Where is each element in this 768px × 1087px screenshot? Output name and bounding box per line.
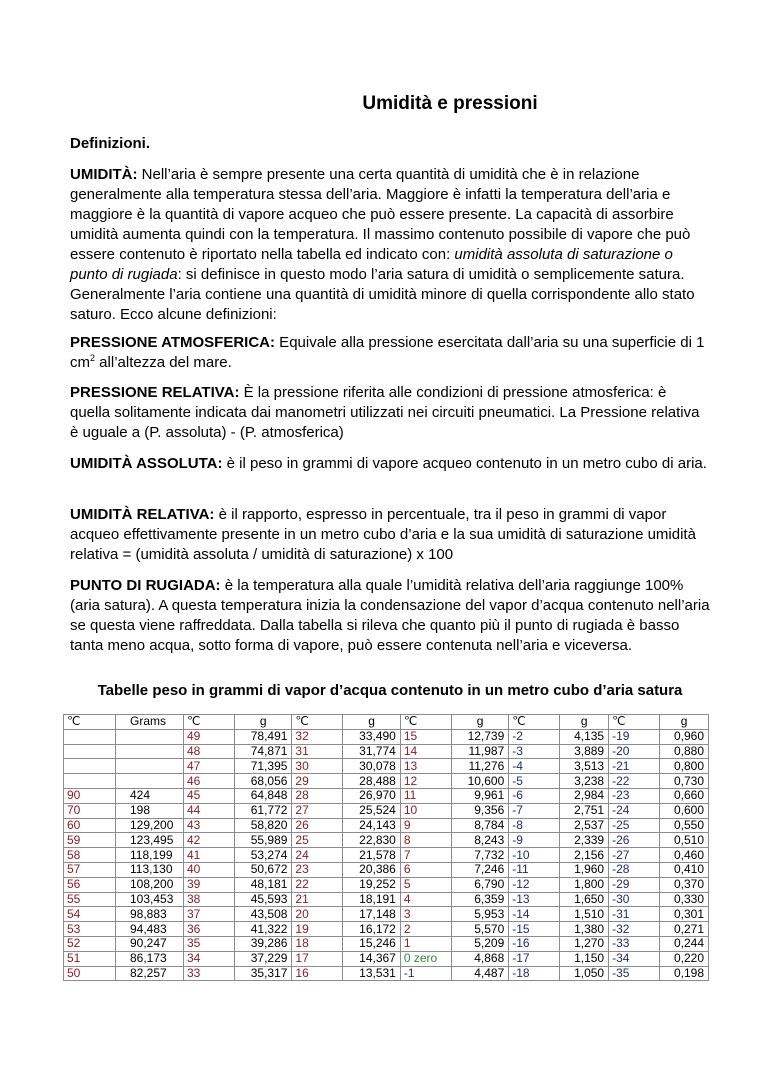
temperature-cell: -30 xyxy=(609,892,660,907)
temperature-cell: 13 xyxy=(400,759,451,774)
temperature-cell: 49 xyxy=(184,729,235,744)
grams-cell: 0,370 xyxy=(660,877,709,892)
vapor-table xyxy=(63,714,709,981)
grams-cell: 198 xyxy=(116,803,184,818)
definition-text: È la pressione riferita alle condizioni di pressione atmosferica: è quella solitamente indicata dai manometri utilizzati nei circuiti pneumatici. La Pressione relativa è uguale a (P. assoluta) - (P. atmosferica) xyxy=(70,384,700,441)
grams-cell: 16,172 xyxy=(343,922,400,937)
temperature-cell: 16 xyxy=(292,966,343,981)
grams-cell: 0,271 xyxy=(660,922,709,937)
definition-text: è il peso in grammi di vapore acqueo contenuto in un metro cubo di aria. xyxy=(222,455,707,472)
temperature-cell: 6 xyxy=(400,862,451,877)
grams-cell: 3,889 xyxy=(560,744,609,759)
grams-cell: 30,078 xyxy=(343,759,400,774)
grams-cell xyxy=(116,744,184,759)
grams-cell: 53,274 xyxy=(235,848,292,863)
grams-cell: 2,751 xyxy=(560,803,609,818)
grams-cell: 35,317 xyxy=(235,966,292,981)
definition-term: UMIDITÀ RELATIVA: xyxy=(70,506,215,523)
grams-cell: 0,244 xyxy=(660,936,709,951)
temperature-cell: 18 xyxy=(292,936,343,951)
temperature-cell: 30 xyxy=(292,759,343,774)
definition-umidita xyxy=(70,165,710,325)
grams-cell: 118,199 xyxy=(116,848,184,863)
grams-cell: 14,367 xyxy=(343,951,400,966)
header-grams: g xyxy=(343,715,400,730)
section-subheading: Definizioni. xyxy=(70,135,150,152)
temperature-cell: -18 xyxy=(509,966,560,981)
grams-cell: 0,880 xyxy=(660,744,709,759)
temperature-cell: -3 xyxy=(509,744,560,759)
temperature-cell: 54 xyxy=(64,907,116,922)
table-row xyxy=(64,892,709,907)
grams-cell xyxy=(116,729,184,744)
grams-cell: 4,487 xyxy=(451,966,508,981)
grams-cell: 3,238 xyxy=(560,774,609,789)
grams-cell: 94,483 xyxy=(116,922,184,937)
grams-cell: 1,150 xyxy=(560,951,609,966)
definition-punto-di-rugiada xyxy=(70,576,710,656)
temperature-cell: 15 xyxy=(400,729,451,744)
table-row xyxy=(64,788,709,803)
table-row xyxy=(64,818,709,833)
table-row xyxy=(64,774,709,789)
header-temp: ℃ xyxy=(509,715,560,730)
grams-cell: 24,143 xyxy=(343,818,400,833)
temperature-cell: -16 xyxy=(509,936,560,951)
header-temp: ℃ xyxy=(292,715,343,730)
temperature-cell: -17 xyxy=(509,951,560,966)
grams-cell: 74,871 xyxy=(235,744,292,759)
grams-cell: 0,960 xyxy=(660,729,709,744)
definition-term: UMIDITÀ: xyxy=(70,166,138,183)
table-title: Tabelle peso in grammi di vapor d’acqua contenuto in un metro cubo d’aria satura xyxy=(97,682,683,699)
temperature-cell: 56 xyxy=(64,877,116,892)
grams-cell: 1,270 xyxy=(560,936,609,951)
table-row xyxy=(64,803,709,818)
definition-text: è la temperatura alla quale l’umidità relativa dell’aria raggiunge 100% (aria satura). A questa temperatura inizia la condensazione del vapor d’acqua contenuto nell’aria se questa viene raffreddata. Dalla tabella si rileva che quanto più il punto di rugiada è basso tanta meno acqua, sotto forma di vapore, può essere contenuta nell’aria e viceversa. xyxy=(70,577,710,654)
definition-term: PRESSIONE ATMOSFERICA: xyxy=(70,334,276,351)
grams-cell xyxy=(116,774,184,789)
temperature-cell: 21 xyxy=(292,892,343,907)
grams-cell: 64,848 xyxy=(235,788,292,803)
temperature-cell: 2 xyxy=(400,922,451,937)
temperature-cell: -34 xyxy=(609,951,660,966)
temperature-cell: 33 xyxy=(184,966,235,981)
grams-cell: 7,732 xyxy=(451,848,508,863)
grams-cell: 5,570 xyxy=(451,922,508,937)
temperature-cell: 20 xyxy=(292,907,343,922)
grams-cell: 2,339 xyxy=(560,833,609,848)
temperature-cell: -6 xyxy=(509,788,560,803)
grams-cell: 8,784 xyxy=(451,818,508,833)
grams-cell: 78,491 xyxy=(235,729,292,744)
table-row xyxy=(64,759,709,774)
temperature-cell: 8 xyxy=(400,833,451,848)
grams-cell: 424 xyxy=(116,788,184,803)
grams-cell: 129,200 xyxy=(116,818,184,833)
temperature-cell: 57 xyxy=(64,862,116,877)
temperature-cell: -27 xyxy=(609,848,660,863)
temperature-cell: -28 xyxy=(609,862,660,877)
temperature-cell: 0 zero xyxy=(400,951,451,966)
temperature-cell: -1 xyxy=(400,966,451,981)
temperature-cell: 44 xyxy=(184,803,235,818)
temperature-cell: -22 xyxy=(609,774,660,789)
grams-cell: 0,460 xyxy=(660,848,709,863)
temperature-cell xyxy=(64,744,116,759)
grams-cell: 12,739 xyxy=(451,729,508,744)
temperature-cell: -25 xyxy=(609,818,660,833)
temperature-cell: -9 xyxy=(509,833,560,848)
definition-text-after: all’altezza del mare. xyxy=(95,354,232,371)
grams-cell: 0,410 xyxy=(660,862,709,877)
temperature-cell: 24 xyxy=(292,848,343,863)
grams-cell: 0,330 xyxy=(660,892,709,907)
definition-text-after: : si definisce in questo modo l’aria satura di umidità o semplicemente satura. Generalmente l’aria contiene una quantità di umidità minore di quella corrispondente allo stato saturo. Ecco alcune definizioni: xyxy=(70,266,695,323)
header-grams: g xyxy=(660,715,709,730)
grams-cell: 0,220 xyxy=(660,951,709,966)
table-row xyxy=(64,922,709,937)
grams-cell: 82,257 xyxy=(116,966,184,981)
temperature-cell: -23 xyxy=(609,788,660,803)
grams-cell: 1,960 xyxy=(560,862,609,877)
table-row xyxy=(64,907,709,922)
grams-cell: 37,229 xyxy=(235,951,292,966)
grams-cell: 6,359 xyxy=(451,892,508,907)
table-row xyxy=(64,744,709,759)
temperature-cell: 55 xyxy=(64,892,116,907)
table-row xyxy=(64,862,709,877)
temperature-cell: 4 xyxy=(400,892,451,907)
temperature-cell: 5 xyxy=(400,877,451,892)
temperature-cell: 1 xyxy=(400,936,451,951)
header-temp: ℃ xyxy=(609,715,660,730)
temperature-cell: 47 xyxy=(184,759,235,774)
temperature-cell: -4 xyxy=(509,759,560,774)
grams-cell: 1,800 xyxy=(560,877,609,892)
grams-cell: 61,772 xyxy=(235,803,292,818)
temperature-cell: -2 xyxy=(509,729,560,744)
temperature-cell: 70 xyxy=(64,803,116,818)
grams-cell: 3,513 xyxy=(560,759,609,774)
grams-cell: 0,550 xyxy=(660,818,709,833)
temperature-cell: 37 xyxy=(184,907,235,922)
header-temp: ℃ xyxy=(64,715,116,730)
temperature-cell: 41 xyxy=(184,848,235,863)
temperature-cell: 38 xyxy=(184,892,235,907)
grams-cell: 123,495 xyxy=(116,833,184,848)
header-grams: Grams xyxy=(116,715,184,730)
temperature-cell: -32 xyxy=(609,922,660,937)
temperature-cell: 90 xyxy=(64,788,116,803)
grams-cell: 45,593 xyxy=(235,892,292,907)
definition-pressione-relativa xyxy=(70,383,710,443)
temperature-cell: 19 xyxy=(292,922,343,937)
definition-term: UMIDITÀ ASSOLUTA: xyxy=(70,455,223,472)
table-row xyxy=(64,729,709,744)
grams-cell: 19,252 xyxy=(343,877,400,892)
grams-cell: 17,148 xyxy=(343,907,400,922)
temperature-cell xyxy=(64,729,116,744)
grams-cell: 90,247 xyxy=(116,936,184,951)
header-grams: g xyxy=(451,715,508,730)
temperature-cell: 51 xyxy=(64,951,116,966)
grams-cell: 13,531 xyxy=(343,966,400,981)
grams-cell: 108,200 xyxy=(116,877,184,892)
grams-cell: 0,301 xyxy=(660,907,709,922)
grams-cell: 22,830 xyxy=(343,833,400,848)
definition-text: Equivale alla pressione esercitata dall’aria su una superficie di 1 cm xyxy=(70,334,705,371)
temperature-cell: 52 xyxy=(64,936,116,951)
temperature-cell: 39 xyxy=(184,877,235,892)
temperature-cell: 9 xyxy=(400,818,451,833)
temperature-cell: -24 xyxy=(609,803,660,818)
grams-cell: 0,510 xyxy=(660,833,709,848)
grams-cell: 21,578 xyxy=(343,848,400,863)
table-row xyxy=(64,936,709,951)
temperature-cell: 50 xyxy=(64,966,116,981)
temperature-cell: -11 xyxy=(509,862,560,877)
grams-cell: 1,380 xyxy=(560,922,609,937)
temperature-cell: 10 xyxy=(400,803,451,818)
temperature-cell: 22 xyxy=(292,877,343,892)
definition-pressione-atmosferica xyxy=(70,333,710,373)
definition-text: è il rapporto, espresso in percentuale, tra il peso in grammi di vapor acqueo effettivamente presente in un metro cubo d’aria e la sua umidità di saturazione umidità relativa = (umidità assoluta / umidità di saturazione) x 100 xyxy=(70,506,696,563)
grams-cell: 11,987 xyxy=(451,744,508,759)
table-row xyxy=(64,833,709,848)
grams-cell: 25,524 xyxy=(343,803,400,818)
temperature-cell: 35 xyxy=(184,936,235,951)
temperature-cell: 29 xyxy=(292,774,343,789)
grams-cell: 41,322 xyxy=(235,922,292,937)
grams-cell: 5,953 xyxy=(451,907,508,922)
grams-cell: 86,173 xyxy=(116,951,184,966)
header-grams: g xyxy=(235,715,292,730)
definition-term: PUNTO DI RUGIADA: xyxy=(70,577,221,594)
grams-cell: 58,820 xyxy=(235,818,292,833)
temperature-cell: -14 xyxy=(509,907,560,922)
grams-cell: 113,130 xyxy=(116,862,184,877)
temperature-cell: 12 xyxy=(400,774,451,789)
temperature-cell: -33 xyxy=(609,936,660,951)
temperature-cell: 40 xyxy=(184,862,235,877)
temperature-cell: 42 xyxy=(184,833,235,848)
grams-cell: 39,286 xyxy=(235,936,292,951)
temperature-cell: -31 xyxy=(609,907,660,922)
page-title: Umidità e pressioni xyxy=(362,93,538,114)
grams-cell: 6,790 xyxy=(451,877,508,892)
temperature-cell: -29 xyxy=(609,877,660,892)
superscript: 2 xyxy=(90,353,96,363)
temperature-cell: 32 xyxy=(292,729,343,744)
grams-cell: 2,984 xyxy=(560,788,609,803)
temperature-cell: 17 xyxy=(292,951,343,966)
grams-cell: 4,868 xyxy=(451,951,508,966)
header-temp: ℃ xyxy=(400,715,451,730)
header-temp: ℃ xyxy=(184,715,235,730)
temperature-cell: -13 xyxy=(509,892,560,907)
grams-cell: 15,246 xyxy=(343,936,400,951)
temperature-cell: -12 xyxy=(509,877,560,892)
temperature-cell: 25 xyxy=(292,833,343,848)
grams-cell: 1,510 xyxy=(560,907,609,922)
grams-cell: 2,156 xyxy=(560,848,609,863)
temperature-cell: 26 xyxy=(292,818,343,833)
grams-cell: 20,386 xyxy=(343,862,400,877)
temperature-cell: 59 xyxy=(64,833,116,848)
temperature-cell: 14 xyxy=(400,744,451,759)
grams-cell xyxy=(116,759,184,774)
temperature-cell: -7 xyxy=(509,803,560,818)
grams-cell: 11,276 xyxy=(451,759,508,774)
temperature-cell: 43 xyxy=(184,818,235,833)
grams-cell: 0,198 xyxy=(660,966,709,981)
temperature-cell: 60 xyxy=(64,818,116,833)
grams-cell: 0,600 xyxy=(660,803,709,818)
grams-cell: 9,961 xyxy=(451,788,508,803)
temperature-cell: -8 xyxy=(509,818,560,833)
temperature-cell xyxy=(64,759,116,774)
temperature-cell: -26 xyxy=(609,833,660,848)
temperature-cell: 46 xyxy=(184,774,235,789)
header-grams: g xyxy=(560,715,609,730)
temperature-cell: 58 xyxy=(64,848,116,863)
grams-cell: 48,181 xyxy=(235,877,292,892)
definition-italic: umidità assoluta di saturazione o punto di rugiada xyxy=(70,246,673,283)
temperature-cell: -20 xyxy=(609,744,660,759)
temperature-cell: -10 xyxy=(509,848,560,863)
temperature-cell: 3 xyxy=(400,907,451,922)
temperature-cell: 53 xyxy=(64,922,116,937)
temperature-cell: -15 xyxy=(509,922,560,937)
temperature-cell: 34 xyxy=(184,951,235,966)
table-row xyxy=(64,877,709,892)
temperature-cell: 27 xyxy=(292,803,343,818)
table-body xyxy=(64,729,709,981)
temperature-cell: -35 xyxy=(609,966,660,981)
temperature-cell: -19 xyxy=(609,729,660,744)
temperature-cell: 48 xyxy=(184,744,235,759)
grams-cell: 33,490 xyxy=(343,729,400,744)
grams-cell: 5,209 xyxy=(451,936,508,951)
table-header-row xyxy=(64,715,709,730)
grams-cell: 0,730 xyxy=(660,774,709,789)
definition-term: PRESSIONE RELATIVA: xyxy=(70,384,240,401)
temperature-cell: 11 xyxy=(400,788,451,803)
grams-cell: 31,774 xyxy=(343,744,400,759)
grams-cell: 18,191 xyxy=(343,892,400,907)
grams-cell: 55,989 xyxy=(235,833,292,848)
temperature-cell: 31 xyxy=(292,744,343,759)
grams-cell: 2,537 xyxy=(560,818,609,833)
temperature-cell xyxy=(64,774,116,789)
table-row xyxy=(64,848,709,863)
temperature-cell: 36 xyxy=(184,922,235,937)
temperature-cell: -21 xyxy=(609,759,660,774)
temperature-cell: 45 xyxy=(184,788,235,803)
grams-cell: 28,488 xyxy=(343,774,400,789)
grams-cell: 50,672 xyxy=(235,862,292,877)
grams-cell: 8,243 xyxy=(451,833,508,848)
grams-cell: 103,453 xyxy=(116,892,184,907)
table-row xyxy=(64,966,709,981)
grams-cell: 1,650 xyxy=(560,892,609,907)
definition-umidita-assoluta xyxy=(70,454,710,474)
grams-cell: 43,508 xyxy=(235,907,292,922)
grams-cell: 68,056 xyxy=(235,774,292,789)
grams-cell: 10,600 xyxy=(451,774,508,789)
temperature-cell: 23 xyxy=(292,862,343,877)
grams-cell: 26,970 xyxy=(343,788,400,803)
grams-cell: 9,356 xyxy=(451,803,508,818)
grams-cell: 7,246 xyxy=(451,862,508,877)
temperature-cell: -5 xyxy=(509,774,560,789)
grams-cell: 71,395 xyxy=(235,759,292,774)
table-row xyxy=(64,951,709,966)
grams-cell: 0,800 xyxy=(660,759,709,774)
temperature-cell: 28 xyxy=(292,788,343,803)
grams-cell: 4,135 xyxy=(560,729,609,744)
temperature-cell: 7 xyxy=(400,848,451,863)
definition-text: Nell’aria è sempre presente una certa quantità di umidità che è in relazione generalmente alla temperatura stessa dell’aria. Maggiore è infatti la temperatura dell’aria e maggiore è la quantità di vapore acqueo che può essere presente. La capacità di assorbire umidità aumenta quindi con la temperatura. Il massimo contenuto possibile di vapore che può essere contenuto è riportato nella tabella ed indicato con: xyxy=(70,166,691,263)
grams-cell: 1,050 xyxy=(560,966,609,981)
grams-cell: 0,660 xyxy=(660,788,709,803)
definition-umidita-relativa xyxy=(70,505,710,565)
grams-cell: 98,883 xyxy=(116,907,184,922)
